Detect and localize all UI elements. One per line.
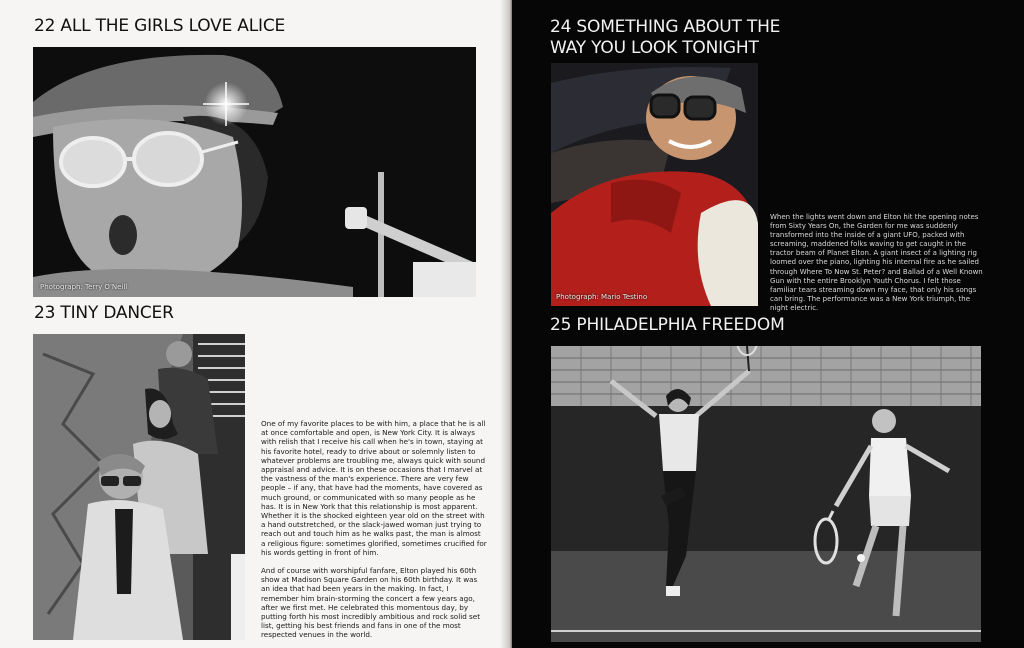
section-22-photo [33, 47, 476, 297]
section-23-paragraph-2: And of course with worshipful fanfare, Elton played his 60th show at Madison Square Garden on his 60th birthday. It was an idea that had been years in the making. In fact, I remember him brain-storming the concert a few years ago, after we first met. He celebrated this momentous day, by putting forth his most incredibly ambitious and rock solid set list, getting his best friends and fans in one of the most respected venues in the world. [261, 566, 481, 640]
section-24-photo [551, 63, 758, 306]
section-25-photo [551, 346, 981, 642]
section-23-title: 23 TINY DANCER [34, 303, 174, 323]
section-22-photo-credit: Photograph: Terry O'Neill [40, 283, 128, 291]
section-23-paragraph-1: One of my favorite places to be with him, a place that he is all at once comfortable and open, is New York City. It is always with relish that I receive his call when he's in town, staying at his favorite hotel, ready to drive about or solemnly listen to whatever problems are troubling me, always quick with sound appraisal and advice. It is on these occasions that I marvel at the vastness of the man's experience. There are very few people – if any, that have had the moments, have covered as much ground, or communicated with so many people as he has. It is in New York that this relationship is most apparent. Whether it is the shocked eighteen year old on the street with a hand outstretched, or the slack-jawed woman just trying to reach out and touch him as he walks past, the man is almost a religious figure: sometimes glorified, sometimes crucified for his words getting in front of him. [261, 419, 487, 557]
section-24-paragraph: When the lights went down and Elton hit the opening notes from Sixty Years On, the Garden for me was suddenly transformed into the inside of a giant UFO, packed with screaming, maddened folks waving to get caught in the tractor beam of Planet Elton. A giant insect of a lighting rig loomed over the piano, lighting his internal fire as he sailed through Where To Now St. Peter? and Ballad of a Well Known Gun with the entire Brooklyn Youth Chorus. I felt those familiar tears streaming down my face, that only his songs can bring. The performance was a New York triumph, the night electric. [770, 213, 983, 312]
section-23-photo [33, 334, 245, 640]
section-24-title-line-1: 24 SOMETHING ABOUT THE [550, 17, 781, 37]
section-23-body [261, 419, 487, 648]
section-24-body [770, 213, 984, 322]
right-page [512, 0, 1024, 648]
section-22-title: 22 ALL THE GIRLS LOVE ALICE [34, 16, 286, 36]
section-24-title-line-2: WAY YOU LOOK TONIGHT [550, 38, 759, 58]
section-24-photo-credit: Photograph: Mario Testino [556, 293, 648, 301]
section-25-title: 25 PHILADELPHIA FREEDOM [550, 315, 785, 335]
